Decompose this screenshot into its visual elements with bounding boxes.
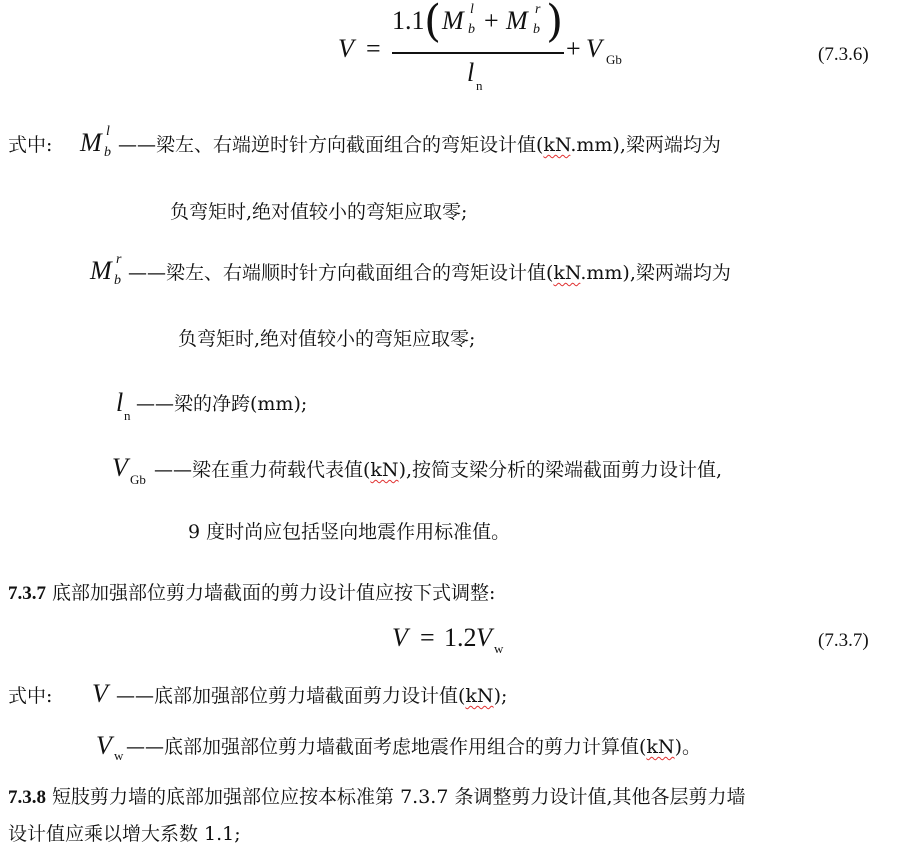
equation-number: (7.3.7): [818, 630, 869, 651]
clause-text-line1: 短肢剪力墙的底部加强部位应按本标准第 7.3.7 条调整剪力设计值,其他各层剪力墙: [46, 786, 746, 808]
def-sym-mbl: M: [80, 128, 102, 157]
eq-lhs: V: [392, 623, 408, 652]
eq-plus: +: [566, 34, 581, 63]
where-lead: 式中:: [8, 134, 53, 156]
def-sub: n: [124, 408, 131, 423]
def-text: ——梁左、右端顺时针方向截面组合的弯矩设计值(kN.mm),梁两端均为: [128, 262, 731, 284]
den-l: l: [467, 58, 475, 87]
def-text: ——底部加强部位剪力墙截面考虑地震作用组合的剪力计算值(kN)。: [126, 736, 701, 758]
eq-sub: w: [494, 641, 504, 656]
def-text: ——梁的净跨(mm);: [136, 393, 308, 415]
def-sup: l: [106, 124, 110, 139]
eq-lhs: V: [338, 34, 354, 63]
def-sym-mbr: M: [90, 256, 112, 285]
def-cont: 负弯矩时,绝对值较小的弯矩应取零;: [170, 201, 468, 223]
clause-number: 7.3.8: [8, 787, 46, 808]
num-m1-sub: b: [468, 22, 475, 37]
eq-tail: V: [586, 34, 602, 63]
clause-7-3-7: [8, 581, 495, 606]
def-text: ——梁左、右端逆时针方向截面组合的弯矩设计值(kN.mm),梁两端均为: [118, 134, 721, 156]
def-sym-v: V: [92, 679, 108, 708]
num-lparen: (: [424, 0, 442, 47]
def-cont: 9 度时尚应包括竖向地震作用标准值。: [188, 521, 511, 543]
num-m1: M: [442, 6, 464, 35]
def-text: ——底部加强部位剪力墙截面剪力设计值(kN);: [116, 685, 508, 707]
num-coef: 1.1: [392, 6, 425, 35]
eq-equals: =: [420, 623, 435, 652]
eq-tail-sub: Gb: [606, 52, 622, 67]
eq-equals: =: [366, 34, 381, 63]
eq-sym: V: [476, 623, 492, 652]
def-sup: r: [116, 252, 122, 267]
def-text: ——梁在重力荷载代表值(kN),按简支梁分析的梁端截面剪力设计值,: [154, 459, 723, 481]
clause-7-3-8: [8, 785, 746, 810]
num-m2-sub: b: [533, 22, 540, 37]
def-cont: 负弯矩时,绝对值较小的弯矩应取零;: [178, 328, 476, 350]
clause-7-3-8-line2: 设计值应乘以增大系数 1.1;: [8, 823, 241, 845]
clause-number: 7.3.7: [8, 583, 46, 604]
def-sym-vw: V: [96, 731, 112, 760]
eq-coef: 1.2: [444, 623, 477, 652]
def-sub: b: [104, 145, 111, 160]
def-sub: b: [114, 273, 121, 288]
num-rparen: ): [546, 0, 564, 47]
def-sym-ln: l: [116, 388, 124, 417]
den-sub: n: [476, 78, 483, 93]
num-m2-sup: r: [535, 2, 541, 17]
def-sym-vgb: V: [112, 453, 128, 482]
fraction-bar: [392, 52, 564, 54]
equation-number: (7.3.6): [818, 44, 869, 65]
num-m2: M: [506, 6, 528, 35]
def-sub: Gb: [130, 472, 146, 487]
num-m1-sup: l: [470, 2, 474, 17]
clause-text: 底部加强部位剪力墙截面的剪力设计值应按下式调整:: [46, 582, 496, 604]
num-plus: +: [484, 6, 499, 35]
def-sub: w: [114, 748, 124, 763]
where-lead: 式中:: [8, 685, 53, 707]
